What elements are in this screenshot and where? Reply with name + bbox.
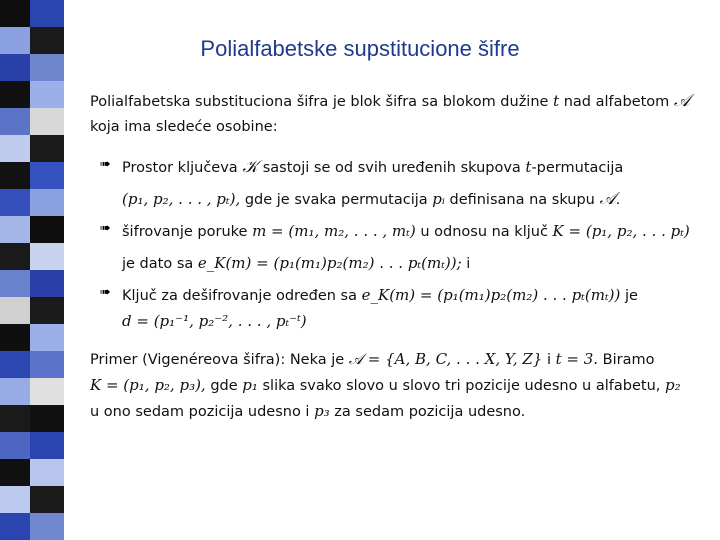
stripe-block bbox=[0, 378, 30, 405]
intro-tail: nad alfabetom bbox=[563, 94, 670, 110]
math-var: p₂ bbox=[664, 376, 681, 394]
stripe-block bbox=[0, 432, 30, 459]
arrow-bullet-icon: ➠ bbox=[100, 285, 111, 300]
stripe-block bbox=[0, 405, 30, 432]
text: šifrovanje poruke bbox=[122, 224, 248, 240]
arrow-bullet-icon: ➠ bbox=[100, 157, 111, 172]
stripe-block bbox=[0, 270, 30, 297]
stripe-block bbox=[0, 108, 30, 135]
text: slika svako slovo u slovo tri pozicije udesno u alfabetu, bbox=[262, 378, 661, 394]
stripe-block bbox=[30, 0, 64, 27]
text: Biramo bbox=[602, 352, 655, 368]
stripe-block bbox=[30, 189, 64, 216]
text: sastoji se od svih uređenih skupova bbox=[262, 160, 521, 176]
stripe-block bbox=[0, 351, 30, 378]
stripe-block bbox=[30, 513, 64, 540]
stripe-block bbox=[30, 135, 64, 162]
stripe-block bbox=[30, 459, 64, 486]
math-key: K = (p₁, p₂, . . . pₜ) bbox=[552, 222, 690, 240]
stripe-block bbox=[30, 297, 64, 324]
stripe-block bbox=[30, 486, 64, 513]
math-decryption-key: d = (p₁⁻¹, p₂⁻², . . . , pₜ⁻ᵗ) bbox=[122, 312, 307, 330]
math-tuple: (p₁, p₂, . . . , pₜ), bbox=[122, 190, 241, 208]
stripe-block bbox=[30, 405, 64, 432]
math-message: m = (m₁, m₂, . . . , mₜ) bbox=[252, 222, 416, 240]
math-var: p₁ bbox=[242, 376, 258, 394]
stripe-block bbox=[0, 297, 30, 324]
bullet-encryption bbox=[90, 218, 705, 282]
math-var: t bbox=[525, 158, 532, 176]
text: definisana na skupu bbox=[449, 192, 595, 208]
example-paragraph bbox=[90, 346, 705, 424]
text: u ono sedam pozicija udesno i bbox=[90, 404, 310, 420]
text: za sedam pozicija udesno. bbox=[334, 404, 526, 420]
decorative-stripe bbox=[0, 0, 76, 540]
arrow-bullet-icon: ➠ bbox=[100, 221, 111, 236]
text: -permutacija bbox=[531, 160, 624, 176]
keyspace-symbol: 𝒦 bbox=[242, 157, 259, 177]
stripe-block bbox=[0, 162, 30, 189]
stripe-block bbox=[30, 324, 64, 351]
stripe-block bbox=[30, 216, 64, 243]
stripe-block bbox=[30, 108, 64, 135]
text: . bbox=[615, 192, 621, 208]
text: i bbox=[546, 352, 551, 368]
text: je dato sa bbox=[122, 256, 194, 272]
bullet-decryption bbox=[90, 282, 705, 340]
stripe-block bbox=[0, 513, 30, 540]
text: gde je svaka permutacija bbox=[244, 192, 428, 208]
stripe-block bbox=[0, 486, 30, 513]
intro-set: 𝒜 bbox=[673, 91, 691, 111]
intro-var: t bbox=[553, 92, 560, 110]
text: u odnosu na ključ bbox=[420, 224, 548, 240]
text: je bbox=[624, 288, 638, 304]
math-t: t = 3. bbox=[555, 350, 599, 368]
math-encryption: e_K(m) = (p₁(m₁)p₂(m₂) . . . pₜ(mₜ)); bbox=[197, 254, 462, 272]
bullet-keyspace bbox=[90, 154, 705, 218]
math-var: pᵢ bbox=[432, 190, 445, 208]
stripe-block bbox=[0, 216, 30, 243]
stripe-block bbox=[30, 270, 64, 297]
stripe-block bbox=[30, 162, 64, 189]
stripe-block bbox=[0, 0, 30, 27]
math-encryption: e_K(m) = (p₁(m₁)p₂(m₂) . . . pₜ(mₜ)) bbox=[361, 286, 621, 304]
stripe-block bbox=[30, 378, 64, 405]
intro-text: Polialfabetska substituciona šifra je blok šifra sa blokom dužine bbox=[90, 94, 549, 110]
slide-title: Polialfabetske supstitucione šifre bbox=[200, 36, 520, 61]
intro-line2: koja ima sledeće osobine: bbox=[90, 119, 278, 135]
stripe-block bbox=[0, 324, 30, 351]
alphabet-symbol: 𝒜 bbox=[599, 189, 616, 209]
stripe-block bbox=[0, 243, 30, 270]
text: Prostor ključeva bbox=[122, 160, 238, 176]
stripe-block bbox=[0, 135, 30, 162]
stripe-block bbox=[30, 243, 64, 270]
stripe-block bbox=[0, 459, 30, 486]
intro-paragraph bbox=[90, 88, 705, 140]
stripe-block bbox=[30, 432, 64, 459]
stripe-block bbox=[30, 351, 64, 378]
stripe-block bbox=[0, 81, 30, 108]
stripe-block bbox=[30, 81, 64, 108]
text: gde bbox=[210, 378, 238, 394]
stripe-block bbox=[0, 189, 30, 216]
example-label: Primer (Vigenéreova šifra): bbox=[90, 352, 286, 368]
slide-body bbox=[90, 88, 705, 424]
text: i bbox=[466, 256, 471, 272]
math-alphabet: 𝒜 = {A, B, C, . . . X, Y, Z} bbox=[348, 350, 543, 368]
text: Ključ za dešifrovanje određen sa bbox=[122, 288, 357, 304]
text: Neka je bbox=[289, 352, 345, 368]
math-key: K = (p₁, p₂, p₃), bbox=[90, 376, 206, 394]
math-var: p₃ bbox=[314, 402, 330, 420]
